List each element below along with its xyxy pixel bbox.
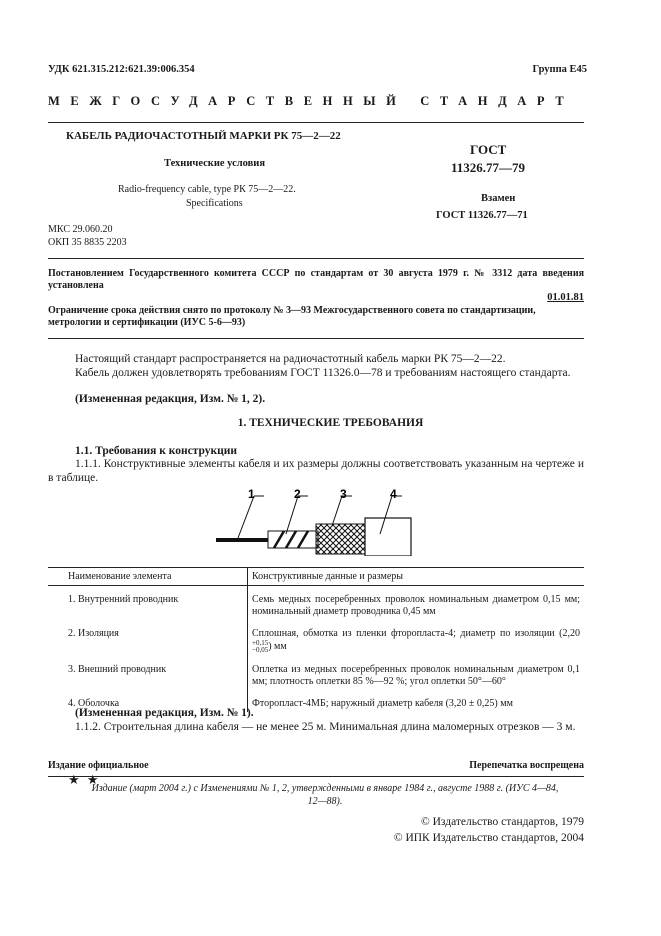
- intro-paragraph-2: Кабель должен удовлетворять требованиям ГОСТ 11326.0—78 и требованиям настоящего стандарта.: [75, 367, 571, 379]
- leader-1: [238, 496, 254, 538]
- introduction-date: 01.01.81: [547, 292, 584, 303]
- table-row: [48, 620, 584, 656]
- replaces-number: ГОСТ 11326.77—71: [436, 210, 528, 221]
- table-cell-data: Семь медных посеребренных проволок номинальным диаметром 0,15 мм; номинальный диаметр проводника 0,45 мм: [252, 594, 580, 617]
- jacket: [365, 518, 411, 556]
- table-cell-name: 3. Внешний проводник: [48, 656, 248, 690]
- decree-text: Постановлением Государственного комитета СССР по стандартам от 30 августа 1979 г. № 3312 дата введения установлена: [48, 268, 584, 291]
- table-cell-name: 2. Изоляция: [48, 620, 248, 656]
- gost-number: 11326.77—79: [451, 160, 526, 175]
- tolerance-plus: +0,15: [252, 639, 269, 647]
- divider: [48, 338, 584, 339]
- reprint-prohibited: Перепечатка воспрещена: [469, 760, 584, 771]
- document-subtitle: Технические условия: [164, 158, 266, 169]
- copyright-2004: © ИПК Издательство стандартов, 2004: [393, 832, 584, 844]
- drawing-label-1: 1: [248, 487, 255, 501]
- drawing-label-2: 2: [294, 487, 301, 501]
- document-title: КАБЕЛЬ РАДИОЧАСТОТНЫЙ МАРКИ РК 75—2—22: [66, 130, 341, 142]
- star-marks: ★ ★: [68, 772, 101, 787]
- gost-label: ГОСТ: [470, 142, 507, 157]
- table-header-data: Конструктивные данные и размеры: [248, 568, 585, 586]
- limit-removal-text: Ограничение срока действия снято по протоколу № 3—93 Межгосударственного совета по стандартизации, метрологии и сертификации (ИУС 5-6—93): [48, 305, 536, 328]
- table-cell-data: [248, 620, 585, 656]
- paragraph-1-1-1: 1.1.1. Конструктивные элементы кабеля и их размеры должны соответствовать указанным на чертеже и в таблице.: [48, 458, 584, 484]
- footer-divider: [48, 776, 584, 777]
- amendment-note-2: (Измененная редакция, Изм. № 1).: [75, 707, 254, 719]
- okp-code: ОКП 35 8835 2203: [48, 237, 127, 248]
- table-cell-name: 1. Внутренний проводник: [48, 586, 248, 621]
- diameter-base: (2,20: [559, 628, 580, 639]
- udk-code: УДК 621.315.212:621.39:006.354: [48, 64, 195, 75]
- group-code: Группа Е45: [532, 64, 587, 75]
- drawing-label-4: 4: [390, 487, 397, 501]
- tolerance-minus: −0,05: [252, 646, 269, 654]
- english-title-line2: Specifications: [186, 198, 243, 209]
- replaces-label: Взамен: [481, 193, 516, 204]
- table-cell-name: 4. Оболочка: [48, 690, 248, 712]
- table-header-element: Наименование элемента: [48, 568, 248, 586]
- subsection-title: 1.1. Требования к конструкции: [75, 445, 237, 457]
- interstate-standard-banner: МЕЖГОСУДАРСТВЕННЫЙ СТАНДАРТ: [48, 94, 575, 108]
- divider: [48, 258, 584, 259]
- table-row: [48, 586, 584, 621]
- section-title: 1. ТЕХНИЧЕСКИЕ ТРЕБОВАНИЯ: [237, 417, 424, 429]
- table-cell-data: Фторопласт-4МБ; наружный диаметр кабеля (3,20 ± 0,25) мм: [252, 698, 513, 709]
- diameter-unit: ) мм: [268, 641, 287, 653]
- paragraph-1-1-2: 1.1.2. Строительная длина кабеля — не менее 25 м. Минимальная длина маломерных отрезков — 3 м.: [75, 721, 576, 733]
- construction-table: [48, 567, 584, 712]
- table-row: [48, 656, 584, 690]
- table-header-row: [48, 568, 584, 586]
- divider: [48, 122, 584, 123]
- edition-note: Издание (март 2004 г.) с Изменениями № 1, 2, утвержденными в январе 1984 г., августе 1988 г. (ИУС 4—84, 12—88).: [91, 783, 559, 807]
- leader-2: [286, 496, 298, 534]
- cable-drawing: [210, 486, 420, 556]
- tolerance: [252, 640, 268, 654]
- official-edition: Издание официальное: [48, 760, 149, 771]
- insulation-text: Сплошная, обмотка из пленки фторопласта-4; диаметр по изоляции: [252, 628, 555, 639]
- copyright-1979: © Издательство стандартов, 1979: [420, 816, 584, 828]
- amendment-note-1: (Измененная редакция, Изм. № 1, 2).: [75, 393, 266, 405]
- mks-code: МКС 29.060.20: [48, 224, 113, 235]
- english-title-line1: Radio-frequency cable, type РК 75—2—22.: [118, 184, 296, 195]
- outer-conductor: [316, 524, 366, 554]
- intro-paragraph-1: Настоящий стандарт распространяется на радиочастотный кабель марки РК 75—2—22.: [75, 353, 506, 365]
- table-cell-data: Оплетка из медных посеребренных проволок номинальным диаметром 0,1 мм; плотность оплетки 85 %—92 %; угол оплетки 50°—60°: [252, 664, 580, 687]
- drawing-label-3: 3: [340, 487, 347, 501]
